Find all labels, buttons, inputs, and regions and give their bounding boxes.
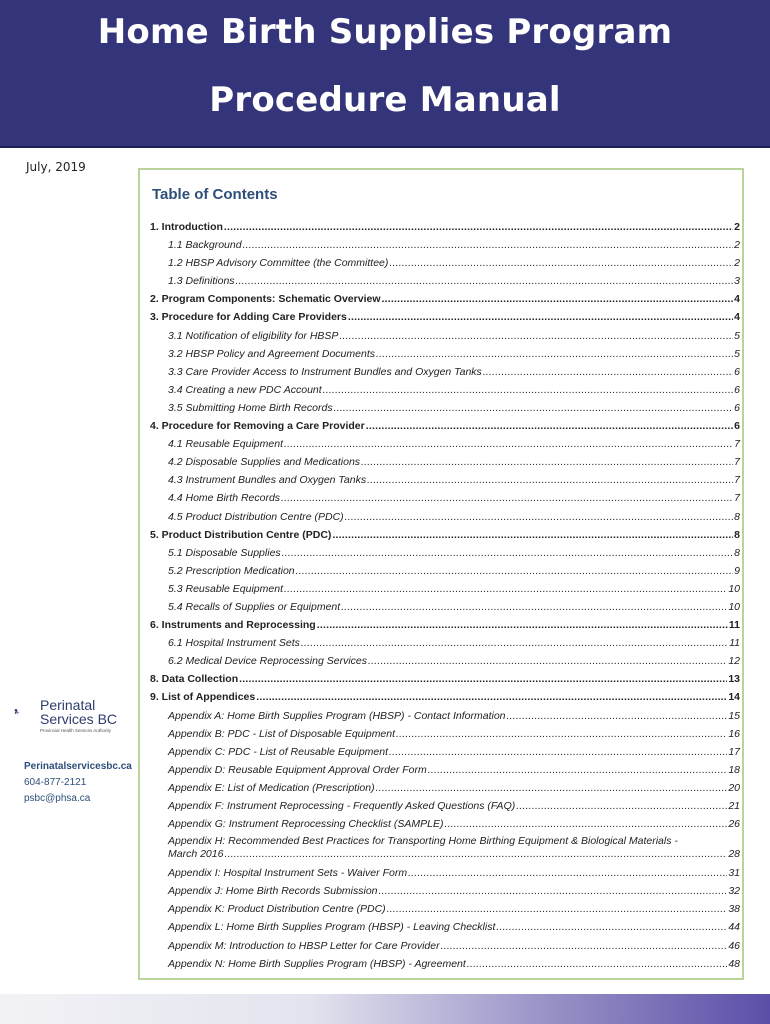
toc-leader-dots (345, 508, 734, 526)
toc-leader-dots (341, 598, 727, 616)
toc-entry-text: 4. Procedure for Removing a Care Provider (150, 420, 365, 433)
toc-leader-dots (282, 544, 734, 562)
toc-entry-text: Appendix J: Home Birth Records Submission (168, 885, 378, 898)
toc-entry-text: Appendix D: Reusable Equipment Approval Order Form (168, 763, 427, 776)
toc-page-number: 17 (728, 745, 740, 758)
toc-leader-dots (444, 815, 727, 833)
toc-leader-dots (224, 218, 733, 236)
toc-entry[interactable] (150, 779, 740, 797)
toc-entry[interactable] (150, 489, 740, 507)
toc-entry-text-continued: March 2016 (168, 848, 224, 861)
toc-page-number: 10 (728, 582, 740, 595)
toc-entry[interactable] (150, 381, 740, 399)
logo-text-perinatal: Perinatal (40, 697, 96, 713)
toc-entry[interactable] (150, 435, 740, 453)
toc-page-number: 2 (734, 257, 740, 270)
toc-entry-text: Appendix H: Recommended Best Practices for Transporting Home Birthing Equipment & Biological Materials - (168, 835, 678, 848)
toc-entry[interactable] (150, 236, 740, 254)
toc-leader-dots (348, 308, 733, 326)
toc-page-number: 4 (734, 311, 740, 324)
toc-leader-dots (379, 882, 728, 900)
toc-page-number: 7 (734, 492, 740, 505)
toc-entry-text: Appendix N: Home Birth Supplies Program (HBSP) - Agreement (168, 957, 466, 970)
toc-entry-text: 9. List of Appendices (150, 691, 256, 704)
toc-leader-dots (467, 955, 727, 973)
toc-leader-dots (224, 848, 727, 861)
toc-entry[interactable] (150, 652, 740, 670)
toc-page-number: 18 (728, 763, 740, 776)
toc-entry-text: 5.3 Reusable Equipment (168, 582, 283, 595)
toc-leader-dots (387, 900, 728, 918)
toc-entry-text: 6. Instruments and Reprocessing (150, 619, 316, 632)
toc-leader-dots (317, 616, 728, 634)
toc-entry[interactable] (150, 743, 740, 761)
toc-entry-text: Appendix M: Introduction to HBSP Letter for Care Provider (168, 939, 440, 952)
toc-page-number: 9 (734, 564, 740, 577)
toc-entry-text: 2. Program Components: Schematic Overview (150, 293, 381, 306)
toc-leader-dots (441, 937, 728, 955)
toc-entry[interactable] (150, 508, 740, 526)
toc-leader-dots (361, 453, 733, 471)
toc-entry-text: Appendix L: Home Birth Supplies Program (HBSP) - Leaving Checklist (168, 921, 496, 934)
toc-entry-text: 1.1 Background (168, 239, 242, 252)
toc-entry-text: 6.2 Medical Device Reprocessing Services (168, 655, 368, 668)
toc-page-number: 31 (728, 867, 740, 880)
toc-entry-text: Appendix K: Product Distribution Centre (PDC) (168, 903, 386, 916)
toc-entry[interactable] (150, 864, 740, 882)
toc-leader-dots (368, 652, 727, 670)
toc-entry-text: 5.4 Recalls of Supplies or Equipment (168, 600, 341, 613)
toc-leader-dots (389, 743, 727, 761)
toc-leader-dots (366, 417, 733, 435)
toc-entry[interactable] (150, 327, 740, 345)
toc-leader-dots (496, 918, 727, 936)
toc-entry[interactable] (150, 725, 740, 743)
toc-entry-text: 1. Introduction (150, 221, 223, 233)
toc-entry[interactable] (150, 290, 740, 308)
toc-page-number: 15 (728, 709, 740, 722)
toc-entry-text: 3. Procedure for Adding Care Providers (150, 311, 347, 324)
toc-leader-dots (239, 670, 727, 688)
toc-leader-dots (284, 435, 733, 453)
toc-leader-dots (301, 634, 728, 652)
toc-page-number: 7 (734, 474, 740, 487)
toc-page-number: 11 (728, 619, 740, 632)
toc-entry-text: Appendix G: Instrument Reprocessing Checklist (SAMPLE) (168, 818, 444, 831)
toc-leader-dots (367, 471, 733, 489)
toc-page-number: 6 (734, 401, 740, 414)
contact-phone: 604-877-2121 (24, 777, 87, 788)
toc-leader-dots (236, 272, 734, 290)
toc-entry[interactable] (150, 308, 740, 326)
toc-page-number: 6 (734, 383, 740, 396)
toc-leader-dots (332, 526, 733, 544)
toc-leader-dots (408, 864, 727, 882)
toc-page-number: 14 (728, 691, 740, 704)
toc-leader-dots (281, 489, 733, 507)
toc-entry[interactable] (150, 955, 740, 973)
toc-entry-text: 3.1 Notification of eligibility for HBSP (168, 329, 339, 342)
toc-page-number: 3 (734, 275, 740, 288)
toc-entry-text: 6.1 Hospital Instrument Sets (168, 637, 300, 650)
toc-leader-dots (376, 779, 728, 797)
toc-page-number: 8 (734, 546, 740, 559)
toc-page-number: 10 (728, 600, 740, 613)
toc-page-number: 16 (728, 727, 740, 740)
toc-entry[interactable] (150, 254, 740, 272)
toc-page-number: 2 (734, 239, 740, 252)
toc-leader-dots (396, 725, 727, 743)
toc-page-number: 7 (734, 438, 740, 451)
toc-leader-dots (296, 562, 734, 580)
toc-leader-dots (507, 707, 728, 725)
logo-text-services-bc: Services BC (40, 711, 118, 727)
toc-entry-text: Appendix B: PDC - List of Disposable Equipment (168, 727, 396, 740)
toc-leader-dots (334, 399, 734, 417)
toc-page-number: 6 (734, 365, 740, 378)
table-of-contents (138, 168, 744, 980)
toc-entry-text: Appendix F: Instrument Reprocessing - Frequently Asked Questions (FAQ) (168, 800, 516, 812)
toc-entry-text: 4.4 Home Birth Records (168, 492, 281, 505)
toc-entry[interactable] (150, 272, 740, 290)
toc-page-number: 8 (734, 510, 740, 523)
toc-entry[interactable] (150, 937, 740, 955)
toc-page-number: 28 (728, 848, 740, 861)
toc-entry-text: 4.5 Product Distribution Centre (PDC) (168, 510, 344, 523)
toc-leader-dots (256, 688, 727, 706)
toc-entry-text: 4.3 Instrument Bundles and Oxygen Tanks (168, 474, 367, 487)
toc-entry[interactable] (150, 815, 740, 833)
toc-entry-text: 1.3 Definitions (168, 275, 235, 288)
toc-entry[interactable] (150, 399, 740, 417)
toc-page-number: 46 (728, 939, 740, 952)
toc-entry[interactable] (150, 761, 740, 779)
toc-entry[interactable] (150, 900, 740, 918)
toc-entry[interactable] (150, 670, 740, 688)
toc-leader-dots (284, 580, 727, 598)
toc-entry[interactable] (150, 363, 740, 381)
toc-entry[interactable] (150, 882, 740, 900)
toc-entry-text: 5.1 Disposable Supplies (168, 546, 281, 559)
toc-entry-text: 3.3 Care Provider Access to Instrument Bundles and Oxygen Tanks (168, 365, 482, 378)
perinatal-services-logo-icon (14, 698, 40, 726)
toc-page-number: 11 (729, 637, 740, 650)
toc-page-number: 5 (734, 329, 740, 342)
toc-entry-text: Appendix E: List of Medication (Prescription) (168, 781, 375, 794)
toc-entry[interactable] (150, 616, 740, 634)
toc-page-number: 6 (734, 420, 740, 433)
toc-entry-text: Appendix A: Home Birth Supplies Program (HBSP) - Contact Information (168, 709, 506, 722)
toc-page-number: 7 (734, 456, 740, 469)
toc-leader-dots (483, 363, 733, 381)
contact-website-link[interactable]: Perinatalservicesbc.ca (24, 761, 132, 772)
toc-entry[interactable] (150, 471, 740, 489)
toc-page-number: 44 (728, 921, 740, 934)
toc-page-number: 12 (728, 655, 740, 668)
toc-entry[interactable] (150, 345, 740, 363)
toc-leader-dots (376, 345, 733, 363)
toc-entry-text: 3.4 Creating a new PDC Account (168, 383, 322, 396)
toc-entry[interactable] (150, 580, 740, 598)
toc-leader-dots (516, 797, 727, 815)
toc-entry[interactable] (150, 634, 740, 652)
footer-gradient-bar (0, 994, 770, 1024)
toc-entry[interactable] (150, 453, 740, 471)
toc-entry-text: 4.2 Disposable Supplies and Medications (168, 456, 361, 469)
toc-page-number: 5 (734, 347, 740, 360)
toc-entry-text: 4.1 Reusable Equipment (168, 438, 283, 451)
toc-leader-dots (323, 381, 733, 399)
toc-page-number: 26 (728, 818, 740, 831)
logo-subtitle: Provincial Health Services Authority (40, 728, 112, 733)
toc-entry[interactable] (150, 707, 740, 725)
toc-entry-text: 5.2 Prescription Medication (168, 564, 295, 577)
toc-entry[interactable] (150, 918, 740, 936)
toc-entry-text: 5. Product Distribution Centre (PDC) (150, 528, 332, 541)
toc-entry[interactable] (150, 797, 740, 815)
toc-entry[interactable] (150, 544, 740, 562)
toc-entry[interactable] (150, 688, 740, 706)
toc-entry[interactable] (150, 417, 740, 435)
toc-leader-dots (382, 290, 734, 308)
toc-leader-dots (243, 236, 734, 254)
toc-page-number: 48 (728, 957, 740, 970)
toc-leader-dots (428, 761, 728, 779)
toc-entry-text: Appendix C: PDC - List of Reusable Equipment (168, 745, 389, 758)
toc-page-number: 8 (734, 528, 740, 541)
toc-entry-text: 3.2 HBSP Policy and Agreement Documents (168, 347, 375, 360)
toc-page-number: 2 (734, 221, 740, 233)
toc-page-number: 32 (728, 885, 740, 898)
toc-leader-dots (339, 327, 733, 345)
toc-entry[interactable] (150, 526, 740, 544)
toc-entry-text: 8. Data Collection (150, 673, 239, 686)
toc-title: Table of Contents (152, 186, 278, 203)
toc-page-number: 13 (728, 673, 740, 686)
toc-entry[interactable] (150, 598, 740, 616)
toc-entry-text: 1.2 HBSP Advisory Committee (the Committee) (168, 257, 389, 270)
toc-entry[interactable] (150, 218, 740, 236)
document-date: July, 2019 (26, 160, 86, 174)
toc-page-number: 21 (728, 800, 740, 812)
toc-page-number: 38 (728, 903, 740, 916)
toc-entry[interactable] (150, 833, 740, 864)
header-banner (0, 0, 770, 148)
toc-entry-text: 3.5 Submitting Home Birth Records (168, 401, 333, 414)
toc-leader-dots (389, 254, 733, 272)
toc-page-number: 4 (734, 293, 740, 306)
document-title-line2: Procedure Manual (209, 80, 561, 120)
toc-list (150, 218, 740, 973)
toc-page-number: 20 (728, 781, 740, 794)
toc-entry-text: Appendix I: Hospital Instrument Sets - Waiver Form (168, 867, 408, 880)
contact-email-link[interactable]: psbc@phsa.ca (24, 793, 91, 804)
document-title-line1: Home Birth Supplies Program (97, 12, 673, 52)
toc-entry[interactable] (150, 562, 740, 580)
